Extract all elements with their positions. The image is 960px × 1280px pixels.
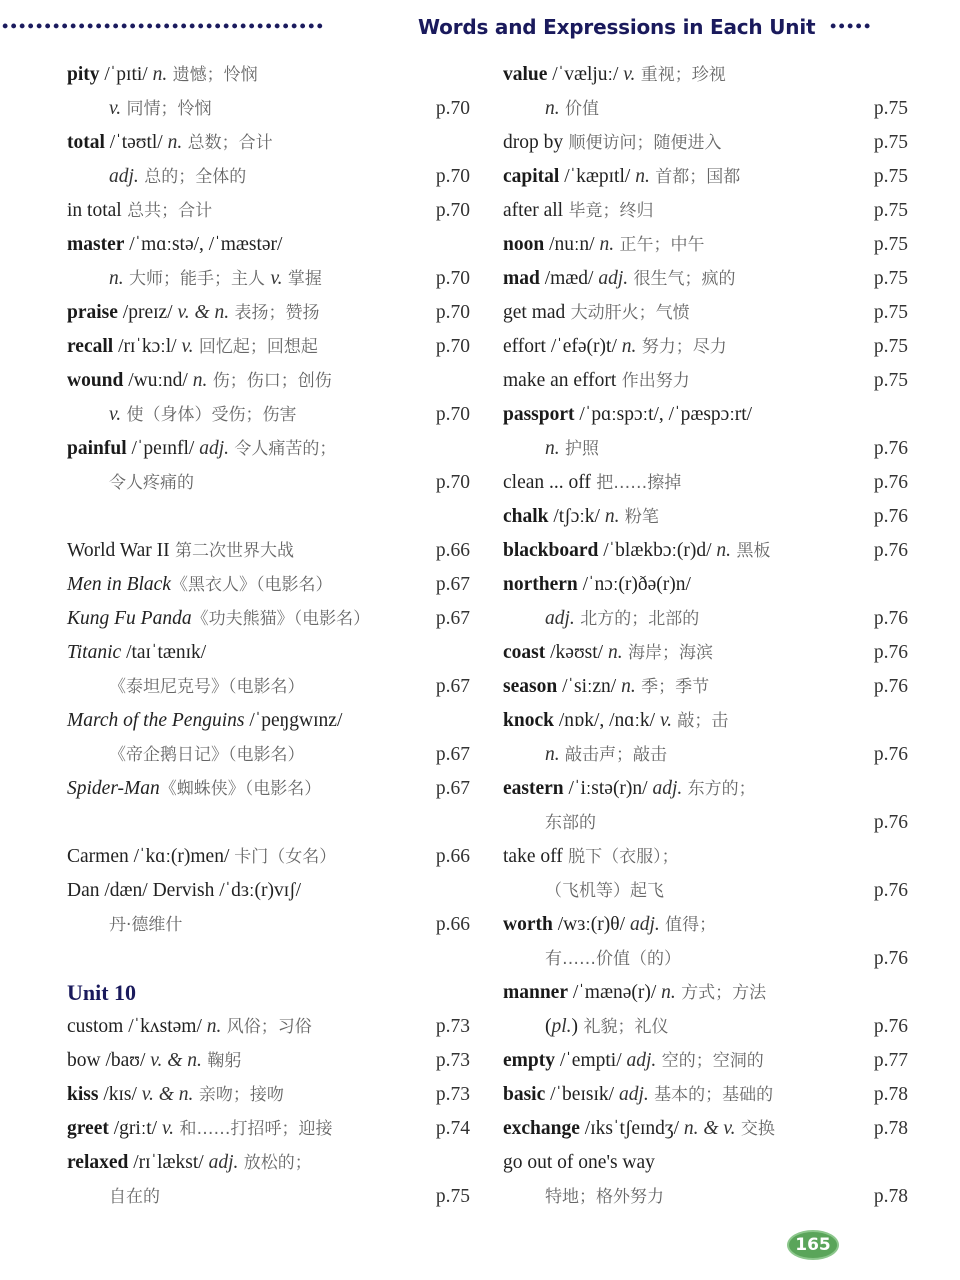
page-reference: p.73 bbox=[435, 1016, 470, 1037]
page-reference: p.67 bbox=[435, 744, 470, 765]
chinese-definition: 海岸；海滨 bbox=[622, 643, 713, 663]
vocab-entry bbox=[67, 364, 470, 398]
page-reference: p.70 bbox=[435, 302, 470, 323]
part-of-speech: n. bbox=[545, 438, 560, 459]
chinese-definition: （飞机等）起飞 bbox=[545, 881, 664, 901]
headword: bow bbox=[67, 1050, 101, 1071]
entry-continuation bbox=[503, 432, 908, 466]
chinese-definition: 价值 bbox=[559, 99, 600, 119]
title-italic: March of the Penguins bbox=[67, 710, 245, 731]
headword: manner bbox=[503, 982, 568, 1003]
vocab-entry bbox=[67, 330, 470, 364]
chinese-definition: 很生气；疯的 bbox=[628, 269, 736, 289]
vocab-entry bbox=[503, 1078, 908, 1112]
page-reference: p.73 bbox=[435, 1084, 470, 1105]
vocab-entry bbox=[503, 772, 908, 806]
phonetic: /ˈefə(r)t/ bbox=[545, 336, 622, 357]
chinese-definition: 季；季节 bbox=[635, 677, 710, 697]
vocab-entry bbox=[67, 568, 470, 602]
phonetic: /ɪksˈtʃeɪndʒ/ bbox=[579, 1118, 684, 1139]
headword: mad bbox=[503, 268, 540, 289]
vocab-entry bbox=[67, 1078, 470, 1112]
page-reference: p.75 bbox=[873, 370, 908, 391]
vocab-entry bbox=[67, 840, 470, 874]
headword: Carmen bbox=[67, 846, 129, 867]
vocab-entry bbox=[503, 670, 908, 704]
phonetic: /rɪˈkɔːl/ bbox=[113, 336, 182, 357]
headword: master bbox=[67, 234, 125, 255]
part-of-speech: adj. bbox=[626, 1050, 657, 1071]
page-reference: p.75 bbox=[873, 268, 908, 289]
phonetic: /ˈmɑːstə/, /ˈmæstər/ bbox=[124, 234, 283, 255]
page-reference: p.76 bbox=[873, 676, 908, 697]
page-reference: p.76 bbox=[873, 438, 908, 459]
chinese-definition: 正午；中午 bbox=[614, 235, 705, 255]
page-reference: p.67 bbox=[435, 778, 470, 799]
chinese-definition: 令人疼痛的 bbox=[109, 473, 194, 493]
entry-continuation bbox=[67, 160, 470, 194]
chinese-definition: 特地；格外努力 bbox=[545, 1187, 664, 1207]
headword: coast bbox=[503, 642, 546, 663]
vocab-entry bbox=[67, 602, 470, 636]
part-of-speech: n. bbox=[604, 506, 620, 527]
phonetic: /ˈkʌstəm/ bbox=[123, 1016, 207, 1037]
page-reference: p.78 bbox=[873, 1186, 908, 1207]
headword: wound bbox=[67, 370, 124, 391]
chinese-definition: 敲；击 bbox=[672, 711, 729, 731]
headword: empty bbox=[503, 1050, 555, 1071]
chinese-definition: 自在的 bbox=[109, 1187, 160, 1207]
vocab-entry bbox=[67, 534, 470, 568]
headword: knock bbox=[503, 710, 554, 731]
page-reference: p.66 bbox=[435, 540, 470, 561]
entry-continuation bbox=[503, 806, 908, 840]
entry-continuation bbox=[503, 874, 908, 908]
vocab-entry bbox=[67, 772, 470, 806]
part-of-speech: v. & n. bbox=[141, 1084, 194, 1105]
vocab-entry bbox=[503, 330, 908, 364]
chinese-definition: 亲吻；接吻 bbox=[193, 1085, 284, 1105]
headword: take off bbox=[503, 846, 563, 867]
phonetic: /ˈtəʊtl/ bbox=[104, 132, 168, 153]
page-reference: p.78 bbox=[873, 1084, 908, 1105]
headword: exchange bbox=[503, 1118, 580, 1139]
headword: value bbox=[503, 64, 548, 85]
headword: kiss bbox=[67, 1084, 99, 1105]
phonetic: /mæd/ bbox=[539, 268, 599, 289]
entry-continuation bbox=[503, 942, 908, 976]
vocab-entry bbox=[503, 534, 908, 568]
page-reference: p.70 bbox=[435, 98, 470, 119]
chinese-definition: 重视；珍视 bbox=[635, 65, 726, 85]
vocab-entry bbox=[503, 398, 908, 432]
phonetic: /ˈkɑː(r)men/ bbox=[128, 846, 235, 867]
header-dots-left: •••••••••••••••••••••••••••••••••••••• bbox=[2, 16, 326, 36]
vocab-entry bbox=[503, 1044, 908, 1078]
vocab-entry bbox=[503, 58, 908, 92]
page-reference: p.70 bbox=[435, 268, 470, 289]
page-reference: p.75 bbox=[873, 234, 908, 255]
headword: praise bbox=[67, 302, 118, 323]
page-reference: p.76 bbox=[873, 540, 908, 561]
phonetic: /ˈvæljuː/ bbox=[547, 64, 624, 85]
vocab-entry bbox=[67, 126, 470, 160]
chinese-definition: 方式；方法 bbox=[675, 983, 767, 1003]
entry-continuation bbox=[503, 92, 908, 126]
chinese-definition: 毕竟；终归 bbox=[563, 201, 654, 221]
entry-continuation bbox=[67, 670, 470, 704]
page-reference: p.76 bbox=[873, 744, 908, 765]
vocab-entry bbox=[503, 228, 908, 262]
page-reference: p.76 bbox=[873, 1016, 908, 1037]
part-of-speech: n. & v. bbox=[683, 1118, 736, 1139]
chinese-definition: 使（身体）受伤；伤害 bbox=[121, 405, 297, 425]
vocab-entry bbox=[503, 500, 908, 534]
page-reference: p.75 bbox=[873, 302, 908, 323]
headword: worth bbox=[503, 914, 553, 935]
vocab-entry bbox=[503, 194, 908, 228]
page-reference: p.66 bbox=[435, 846, 470, 867]
page-reference: p.70 bbox=[435, 200, 470, 221]
phonetic: /ˈbeɪsɪk/ bbox=[545, 1084, 619, 1105]
vocab-entry bbox=[67, 874, 470, 908]
headword: ( bbox=[545, 1016, 552, 1037]
page-reference: p.75 bbox=[873, 132, 908, 153]
phonetic: ) bbox=[571, 1016, 579, 1037]
part-of-speech: v. bbox=[109, 404, 122, 425]
page-reference: p.75 bbox=[873, 98, 908, 119]
left-column bbox=[67, 58, 470, 1214]
entry-continuation bbox=[67, 466, 470, 500]
entry-continuation bbox=[503, 1180, 908, 1214]
vocab-entry bbox=[503, 1112, 908, 1146]
vocab-entry bbox=[503, 160, 908, 194]
part-of-speech: n. bbox=[545, 744, 560, 765]
chinese-definition: 回忆起；回想起 bbox=[193, 337, 318, 357]
page-reference: p.75 bbox=[873, 166, 908, 187]
part-of-speech: v. & n. bbox=[177, 302, 230, 323]
chinese-definition: 交换 bbox=[735, 1119, 775, 1139]
phonetic: /nuːn/ bbox=[544, 234, 600, 255]
headword: pity bbox=[67, 64, 100, 85]
page-reference: p.76 bbox=[873, 812, 908, 833]
phonetic: /wuːnd/ bbox=[123, 370, 193, 391]
header-dots-right: ••••• bbox=[830, 16, 873, 36]
headword: drop by bbox=[503, 132, 564, 153]
phonetic: /nɒk/, /nɑːk/ bbox=[553, 710, 660, 731]
phonetic: /kəʊst/ bbox=[545, 642, 608, 663]
page-title: Words and Expressions in Each Unit bbox=[418, 15, 816, 39]
phonetic: /ˈnɔː(r)ðə(r)n/ bbox=[577, 574, 691, 595]
phonetic: /taɪˈtænɪk/ bbox=[121, 642, 207, 663]
chinese-definition: 东部的 bbox=[545, 813, 596, 833]
chinese-definition: 《帝企鹅日记》（电影名） bbox=[109, 745, 305, 765]
chinese-definition: 丹·德维什 bbox=[109, 915, 183, 935]
headword: after all bbox=[503, 200, 564, 221]
phonetic: /baʊ/ bbox=[100, 1050, 151, 1071]
headword: total bbox=[67, 132, 105, 153]
page-reference: p.76 bbox=[873, 642, 908, 663]
entry-continuation bbox=[503, 738, 908, 772]
vocab-entry bbox=[67, 194, 470, 228]
headword: in total bbox=[67, 200, 122, 221]
vocab-entry bbox=[67, 1010, 470, 1044]
phonetic: /ˈkæpɪtl/ bbox=[559, 166, 636, 187]
headword: noon bbox=[503, 234, 545, 255]
phonetic: /rɪˈlækst/ bbox=[128, 1152, 209, 1173]
page-reference: p.75 bbox=[873, 200, 908, 221]
chinese-definition: 伤；伤口；创伤 bbox=[207, 371, 332, 391]
headword: Dan bbox=[67, 880, 100, 901]
phonetic: /ˈmænə(r)/ bbox=[568, 982, 662, 1003]
vocab-entry bbox=[67, 228, 470, 262]
headword: recall bbox=[67, 336, 114, 357]
chinese-definition: 放松的； bbox=[238, 1153, 312, 1173]
chinese-definition: 大动肝火；气愤 bbox=[565, 303, 690, 323]
part-of-speech: adj. bbox=[545, 608, 575, 629]
part-of-speech: v. bbox=[623, 64, 636, 85]
chinese-definition: 《蜘蛛侠》（电影名） bbox=[159, 779, 322, 799]
chinese-definition: 遗憾；怜悯 bbox=[167, 65, 258, 85]
chinese-definition: 北方的；北部的 bbox=[574, 609, 700, 629]
page-reference: p.70 bbox=[435, 166, 470, 187]
page-reference: p.76 bbox=[873, 880, 908, 901]
title-italic: Kung Fu Panda bbox=[67, 608, 192, 629]
page-reference: p.76 bbox=[873, 506, 908, 527]
headword: World War II bbox=[67, 540, 170, 561]
page-reference: p.73 bbox=[435, 1050, 470, 1071]
chinese-definition: 《泰坦尼克号》（电影名） bbox=[109, 677, 305, 697]
vocab-entry bbox=[503, 296, 908, 330]
headword: northern bbox=[503, 574, 578, 595]
phonetic: /wɜː(r)θ/ bbox=[552, 914, 630, 935]
part-of-speech: n. bbox=[621, 676, 636, 697]
title-italic: Spider-Man bbox=[67, 778, 160, 799]
part-of-speech: n. bbox=[167, 132, 183, 153]
vocab-entry bbox=[503, 364, 908, 398]
page-number-badge: 165 bbox=[789, 1232, 837, 1258]
title-italic: Titanic bbox=[67, 642, 122, 663]
chinese-definition: 《黑衣人》（电影名） bbox=[170, 575, 333, 595]
chinese-definition: 和……打招呼；迎接 bbox=[174, 1119, 333, 1139]
part-of-speech: adj. bbox=[598, 268, 629, 289]
chinese-definition: 顺便访问；随便进入 bbox=[563, 133, 722, 153]
chinese-definition: 值得； bbox=[659, 915, 717, 935]
part-of-speech: v. bbox=[181, 336, 194, 357]
unit-heading: Unit 10 bbox=[67, 980, 137, 1005]
headword: custom bbox=[67, 1016, 124, 1037]
page-reference: p.70 bbox=[435, 472, 470, 493]
part-of-speech: n. bbox=[607, 642, 623, 663]
chinese-definition: 基本的；基础的 bbox=[648, 1085, 774, 1105]
chinese-definition: 空的；空洞的 bbox=[656, 1051, 764, 1071]
chinese-definition: 总数；合计 bbox=[182, 133, 273, 153]
vocab-entry bbox=[67, 1044, 470, 1078]
page-reference: p.77 bbox=[873, 1050, 908, 1071]
vocab-entry bbox=[503, 636, 908, 670]
chinese-definition: 首都；国都 bbox=[649, 167, 741, 187]
chinese-definition: 同情；怜悯 bbox=[121, 99, 212, 119]
headword: capital bbox=[503, 166, 560, 187]
headword: relaxed bbox=[67, 1152, 129, 1173]
part-of-speech: v. bbox=[270, 268, 283, 289]
phonetic: /ˈpeŋgwɪnz/ bbox=[244, 710, 343, 731]
headword: passport bbox=[503, 404, 575, 425]
headword: clean ... off bbox=[503, 472, 591, 493]
vocab-entry bbox=[503, 262, 908, 296]
chinese-definition: 《功夫熊猫》（电影名） bbox=[191, 609, 371, 629]
vocab-entry bbox=[67, 296, 470, 330]
part-of-speech: n. bbox=[621, 336, 637, 357]
vocab-entry bbox=[67, 58, 470, 92]
chinese-definition: 作出努力 bbox=[616, 371, 690, 391]
entry-continuation bbox=[503, 1010, 908, 1044]
part-of-speech: adj. bbox=[199, 438, 229, 459]
chinese-definition: 护照 bbox=[559, 439, 600, 459]
page-reference: p.70 bbox=[435, 336, 470, 357]
page-reference: p.67 bbox=[435, 608, 470, 629]
phonetic: /preɪz/ bbox=[117, 302, 178, 323]
page-reference: p.67 bbox=[435, 574, 470, 595]
chinese-definition: 卡门（女名） bbox=[234, 847, 337, 867]
part-of-speech: n. bbox=[109, 268, 124, 289]
part-of-speech: adj. bbox=[629, 914, 660, 935]
chinese-definition: 努力；尽力 bbox=[636, 337, 727, 357]
part-of-speech: v. & n. bbox=[150, 1050, 202, 1071]
vocab-entry bbox=[67, 1112, 470, 1146]
headword: basic bbox=[503, 1084, 546, 1105]
page-reference: p.66 bbox=[435, 914, 470, 935]
part-of-speech: adj. bbox=[208, 1152, 239, 1173]
phonetic: /dæn/ Dervish /ˈdɜː(r)vɪʃ/ bbox=[99, 880, 302, 901]
phonetic: /tʃɔːk/ bbox=[548, 506, 605, 527]
headword: painful bbox=[67, 438, 127, 459]
phonetic: /ˈpɪti/ bbox=[99, 64, 153, 85]
page-reference: p.78 bbox=[873, 1118, 908, 1139]
headword: effort bbox=[503, 336, 546, 357]
vocab-entry bbox=[67, 1146, 470, 1180]
part-of-speech: n. bbox=[661, 982, 676, 1003]
entry-continuation bbox=[503, 602, 908, 636]
vocab-entry bbox=[503, 126, 908, 160]
chinese-definition: 总共；合计 bbox=[121, 201, 213, 221]
title-italic: Men in Black bbox=[67, 574, 171, 595]
vocab-entry bbox=[503, 466, 908, 500]
headword: season bbox=[503, 676, 558, 697]
section-spacer bbox=[67, 806, 470, 840]
chinese-definition: 脱下（衣服）； bbox=[562, 847, 679, 867]
headword: get mad bbox=[503, 302, 566, 323]
entry-continuation bbox=[67, 92, 470, 126]
entry-continuation bbox=[67, 262, 470, 296]
chinese-definition: 第二次世界大战 bbox=[169, 541, 295, 561]
part-of-speech: n. bbox=[545, 98, 560, 119]
headword: greet bbox=[67, 1118, 109, 1139]
chinese-definition: 东方的； bbox=[682, 779, 756, 799]
chinese-definition: 风俗；习俗 bbox=[221, 1017, 312, 1037]
vocab-entry bbox=[67, 432, 470, 466]
chinese-definition: 表扬；赞扬 bbox=[229, 303, 320, 323]
chinese-definition: 大师；能手；主人 bbox=[123, 269, 271, 289]
page-reference: p.70 bbox=[435, 404, 470, 425]
part-of-speech: n. bbox=[192, 370, 208, 391]
headword: chalk bbox=[503, 506, 549, 527]
phonetic: /ˈsiːzn/ bbox=[557, 676, 622, 697]
part-of-speech: n. bbox=[206, 1016, 222, 1037]
section-spacer bbox=[67, 500, 470, 534]
vocab-entry bbox=[67, 704, 470, 738]
page-reference: p.75 bbox=[873, 336, 908, 357]
vocab-entry bbox=[503, 840, 908, 874]
vocab-entry bbox=[503, 704, 908, 738]
chinese-definition: 有……价值（的） bbox=[545, 949, 681, 969]
headword: eastern bbox=[503, 778, 564, 799]
part-of-speech: v. bbox=[109, 98, 122, 119]
phonetic: /ˈpeɪnfl/ bbox=[126, 438, 200, 459]
phonetic: /ˈpɑːspɔːt/, /ˈpæspɔːrt/ bbox=[574, 404, 753, 425]
headword: go out of one's way bbox=[503, 1152, 655, 1173]
phonetic: /ˈiːstə(r)n/ bbox=[563, 778, 653, 799]
chinese-definition: 鞠躬 bbox=[201, 1051, 242, 1071]
page-reference: p.74 bbox=[435, 1118, 470, 1139]
part-of-speech: n. bbox=[599, 234, 615, 255]
entry-continuation bbox=[67, 908, 470, 942]
chinese-definition: 黑板 bbox=[731, 541, 771, 561]
part-of-speech: pl. bbox=[551, 1016, 572, 1037]
headword: blackboard bbox=[503, 540, 599, 561]
page-header bbox=[0, 14, 960, 44]
right-column bbox=[503, 58, 908, 1214]
entry-continuation bbox=[67, 1180, 470, 1214]
chinese-definition: 令人痛苦的； bbox=[229, 439, 337, 459]
part-of-speech: adj. bbox=[109, 166, 139, 187]
headword: make an effort bbox=[503, 370, 617, 391]
page-reference: p.75 bbox=[435, 1186, 470, 1207]
part-of-speech: v. bbox=[161, 1118, 175, 1139]
page-reference: p.76 bbox=[873, 608, 908, 629]
part-of-speech: v. bbox=[659, 710, 673, 731]
phonetic: /griːt/ bbox=[108, 1118, 162, 1139]
page-reference: p.67 bbox=[435, 676, 470, 697]
page-reference: p.76 bbox=[873, 472, 908, 493]
chinese-definition: 把……擦掉 bbox=[590, 473, 682, 493]
chinese-definition: 掌握 bbox=[282, 269, 322, 289]
chinese-definition: 粉笔 bbox=[619, 507, 659, 527]
vocab-entry bbox=[503, 976, 908, 1010]
vocab-entry bbox=[503, 908, 908, 942]
chinese-definition: 礼貌；礼仪 bbox=[578, 1017, 669, 1037]
part-of-speech: n. bbox=[635, 166, 650, 187]
phonetic: /ˈblækbɔː(r)d/ bbox=[598, 540, 717, 561]
vocab-entry bbox=[503, 1146, 908, 1180]
part-of-speech: adj. bbox=[652, 778, 683, 799]
part-of-speech: n. bbox=[152, 64, 168, 85]
chinese-definition: 总的；全体的 bbox=[138, 167, 247, 187]
page-reference: p.76 bbox=[873, 948, 908, 969]
entry-continuation bbox=[67, 738, 470, 772]
vocab-entry bbox=[503, 568, 908, 602]
phonetic: /ˈempti/ bbox=[555, 1050, 627, 1071]
phonetic: /kɪs/ bbox=[98, 1084, 142, 1105]
vocab-entry bbox=[67, 636, 470, 670]
chinese-definition: 敲击声；敲击 bbox=[559, 745, 668, 765]
part-of-speech: n. bbox=[716, 540, 732, 561]
part-of-speech: adj. bbox=[618, 1084, 649, 1105]
entry-continuation bbox=[67, 398, 470, 432]
section-spacer bbox=[67, 942, 470, 976]
